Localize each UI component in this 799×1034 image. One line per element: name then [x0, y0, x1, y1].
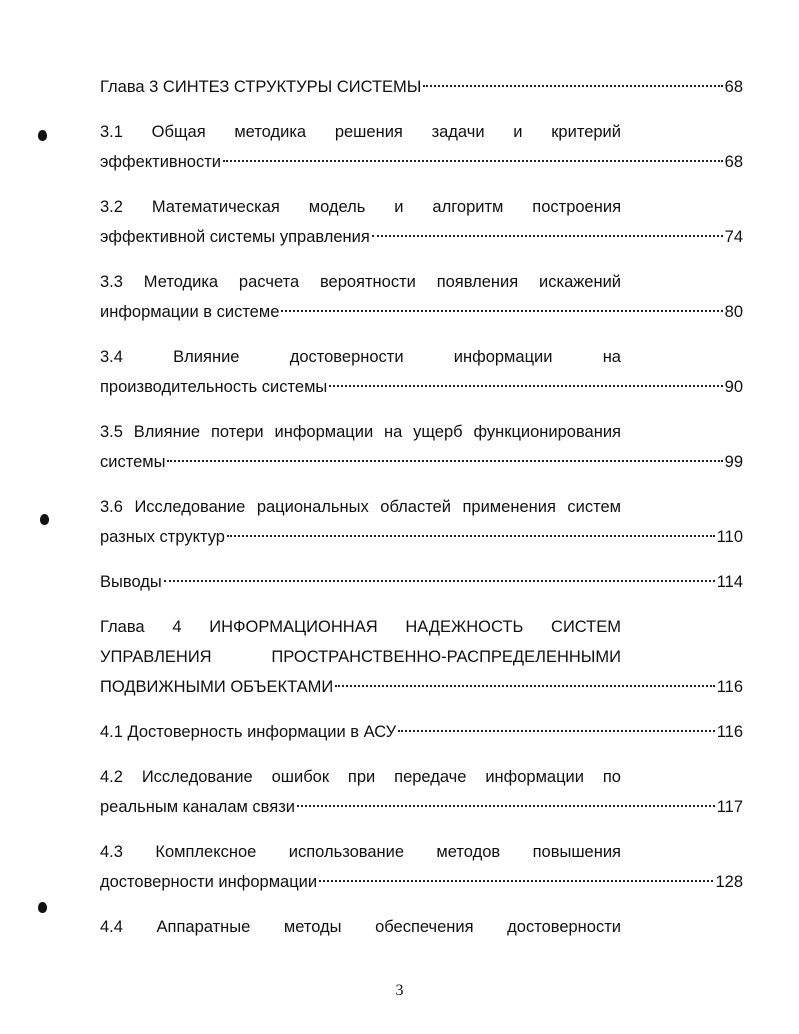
- table-of-contents: [100, 72, 743, 942]
- toc-page-number: 117: [716, 798, 743, 816]
- toc-page-number: 110: [716, 528, 743, 546]
- toc-entry-text: 4.4 Аппаратные методы обеспечения достоверности: [100, 918, 621, 936]
- toc-entry-text: 3.5 Влияние потери информации на ущерб функционирования: [100, 423, 621, 441]
- toc-entry: [100, 117, 743, 177]
- scan-mark: [38, 130, 47, 141]
- toc-entry-text: разных структур: [100, 528, 225, 546]
- toc-entry: [100, 762, 743, 822]
- toc-entry: [100, 342, 743, 402]
- leader-dots: [297, 805, 715, 807]
- toc-entry-text: 3.6 Исследование рациональных областей применения систем: [100, 498, 621, 516]
- leader-dots: [423, 85, 722, 87]
- toc-page-number: 116: [716, 723, 743, 741]
- toc-entry-text: 3.3 Методика расчета вероятности появления искажений: [100, 273, 621, 291]
- toc-entry-text: 3.2 Математическая модель и алгоритм построения: [100, 198, 621, 216]
- toc-entry-text: эффективной системы управления: [100, 228, 370, 246]
- toc-entry-text: достоверности информации: [100, 873, 318, 891]
- toc-entry: [100, 717, 743, 747]
- toc-entry-text: эффективности: [100, 153, 222, 171]
- toc-entry-text: Глава 3 СИНТЕЗ СТРУКТУРЫ СИСТЕМЫ: [100, 78, 422, 96]
- leader-dots: [335, 685, 714, 687]
- toc-page-number: 99: [724, 453, 743, 471]
- toc-entry-text: 3.4 Влияние достоверности информации на: [100, 348, 621, 366]
- toc-entry-text: 3.1 Общая методика решения задачи и критерий: [100, 123, 621, 141]
- toc-page-number: 74: [724, 228, 743, 246]
- toc-entry: [100, 567, 743, 597]
- toc-entry-text: УПРАВЛЕНИЯ ПРОСТРАНСТВЕННО-РАСПРЕДЕЛЕННЫМИ: [100, 648, 621, 666]
- toc-entry-text: 4.2 Исследование ошибок при передаче информации по: [100, 768, 621, 786]
- toc-entry: [100, 192, 743, 252]
- toc-entry: [100, 492, 743, 552]
- toc-page-number: 128: [715, 873, 743, 891]
- toc-entry-text: Глава 4 ИНФОРМАЦИОННАЯ НАДЕЖНОСТЬ СИСТЕМ: [100, 618, 621, 636]
- toc-page-number: 116: [716, 678, 743, 696]
- scan-mark: [40, 514, 49, 525]
- toc-page-number: 68: [724, 153, 743, 171]
- toc-page-number: 90: [724, 378, 743, 396]
- toc-entry: [100, 612, 743, 702]
- toc-entry: [100, 837, 743, 897]
- leader-dots: [398, 730, 715, 732]
- toc-entry-text: Выводы: [100, 573, 162, 591]
- toc-entry: [100, 267, 743, 327]
- toc-entry-text: системы: [100, 453, 166, 471]
- leader-dots: [329, 385, 722, 387]
- toc-entry-text: производительность системы: [100, 378, 328, 396]
- toc-entry-text: 4.3 Комплексное использование методов повышения: [100, 843, 621, 861]
- toc-entry-text: 4.1 Достоверность информации в АСУ: [100, 723, 397, 741]
- toc-entry: [100, 72, 743, 102]
- toc-entry: [100, 912, 743, 942]
- toc-entry-text: ПОДВИЖНЫМИ ОБЪЕКТАМИ: [100, 678, 334, 696]
- scan-mark: [38, 902, 47, 913]
- toc-entry-text: реальным каналам связи: [100, 798, 295, 816]
- leader-dots: [281, 310, 722, 312]
- toc-entry-text: информации в системе: [100, 303, 280, 321]
- leader-dots: [227, 535, 715, 537]
- leader-dots: [319, 880, 713, 882]
- toc-page-number: 114: [716, 573, 743, 591]
- toc-page-number: 68: [724, 78, 743, 96]
- page-number: 3: [395, 982, 404, 999]
- leader-dots: [167, 460, 722, 462]
- leader-dots: [223, 160, 723, 162]
- toc-page-number: 80: [724, 303, 743, 321]
- leader-dots: [164, 580, 715, 582]
- leader-dots: [372, 235, 723, 237]
- toc-entry: [100, 417, 743, 477]
